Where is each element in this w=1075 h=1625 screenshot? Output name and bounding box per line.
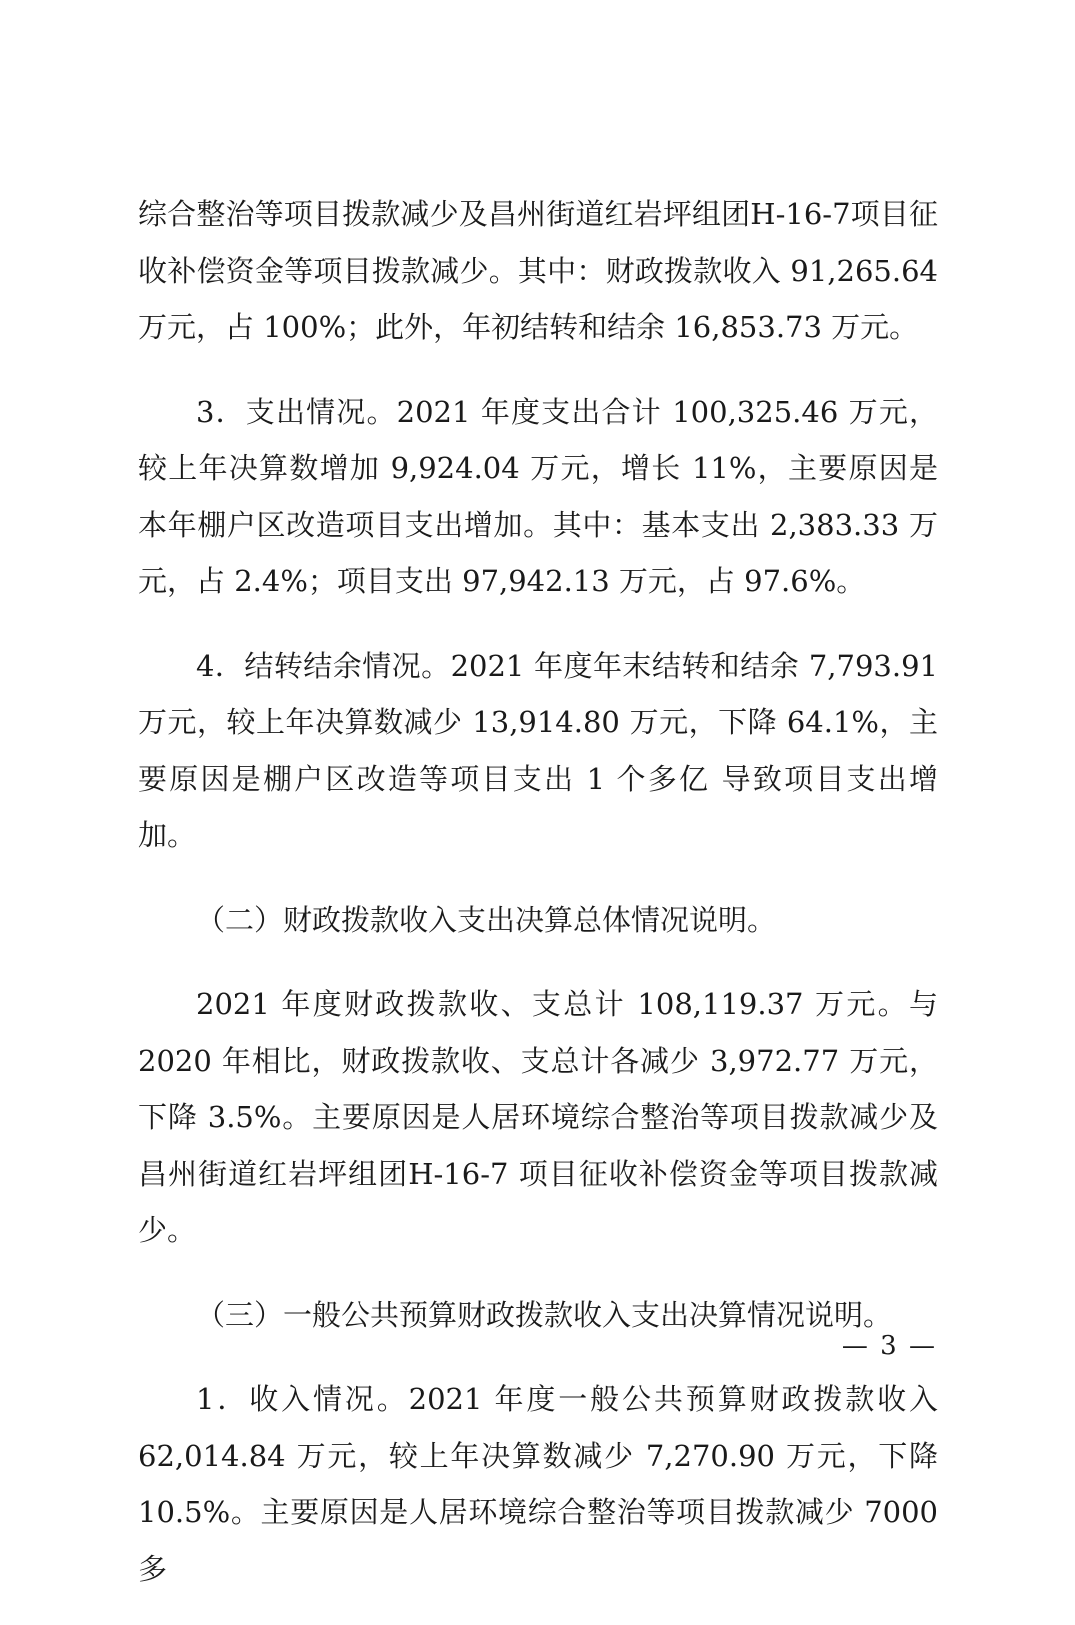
paragraph-expenditure: 3．支出情况。2021 年度支出合计 100,325.46 万元，较上年决算数增加 9,924.04 万元，增长 11%，主要原因是本年棚户区改造项目支出增加。其中：基本支出 2,383.33 万元，占 2.4%；项目支出 97,942.13 万元，占 97.6%。: [138, 394, 938, 598]
page-number: — 3 —: [841, 1331, 937, 1361]
paragraph-income-continued: 综合整治等项目拨款减少及昌州街道红岩坪组团H-16-7项目征收补偿资金等项目拨款减少。其中：财政拨款收入 91,265.64 万元，占 100%；此外，年初结转和结余 16,853.73 万元。: [138, 197, 938, 344]
paragraph-carryover: 4．结转结余情况。2021 年度年末结转和结余 7,793.91 万元，较上年决算数减少 13,914.80 万元，下降 64.1%，主要原因是棚户区改造等项目支出 1 个多亿 导致项目支出增加。: [138, 648, 938, 852]
paragraph-general-budget-income: 1．收入情况。2021 年度一般公共预算财政拨款收入 62,014.84 万元，较上年决算数减少 7,270.90 万元，下降 10.5%。主要原因是人居环境综合整治等项目拨款减少 7000 多: [138, 1382, 938, 1586]
document-body: [138, 186, 938, 1625]
section-heading-2: （二）财政拨款收入支出决算总体情况说明。: [196, 902, 777, 937]
section-heading-3: （三）一般公共预算财政拨款收入支出决算情况说明。: [196, 1297, 893, 1332]
paragraph-fiscal-total: 2021 年度财政拨款收、支总计 108,119.37 万元。与 2020 年相比，财政拨款收、支总计各减少 3,972.77 万元，下降 3.5%。主要原因是人居环境综合整治等项目拨款减少及昌州街道红岩坪组团H-16-7 项目征收补偿资金等项目拨款减少。: [138, 987, 938, 1247]
